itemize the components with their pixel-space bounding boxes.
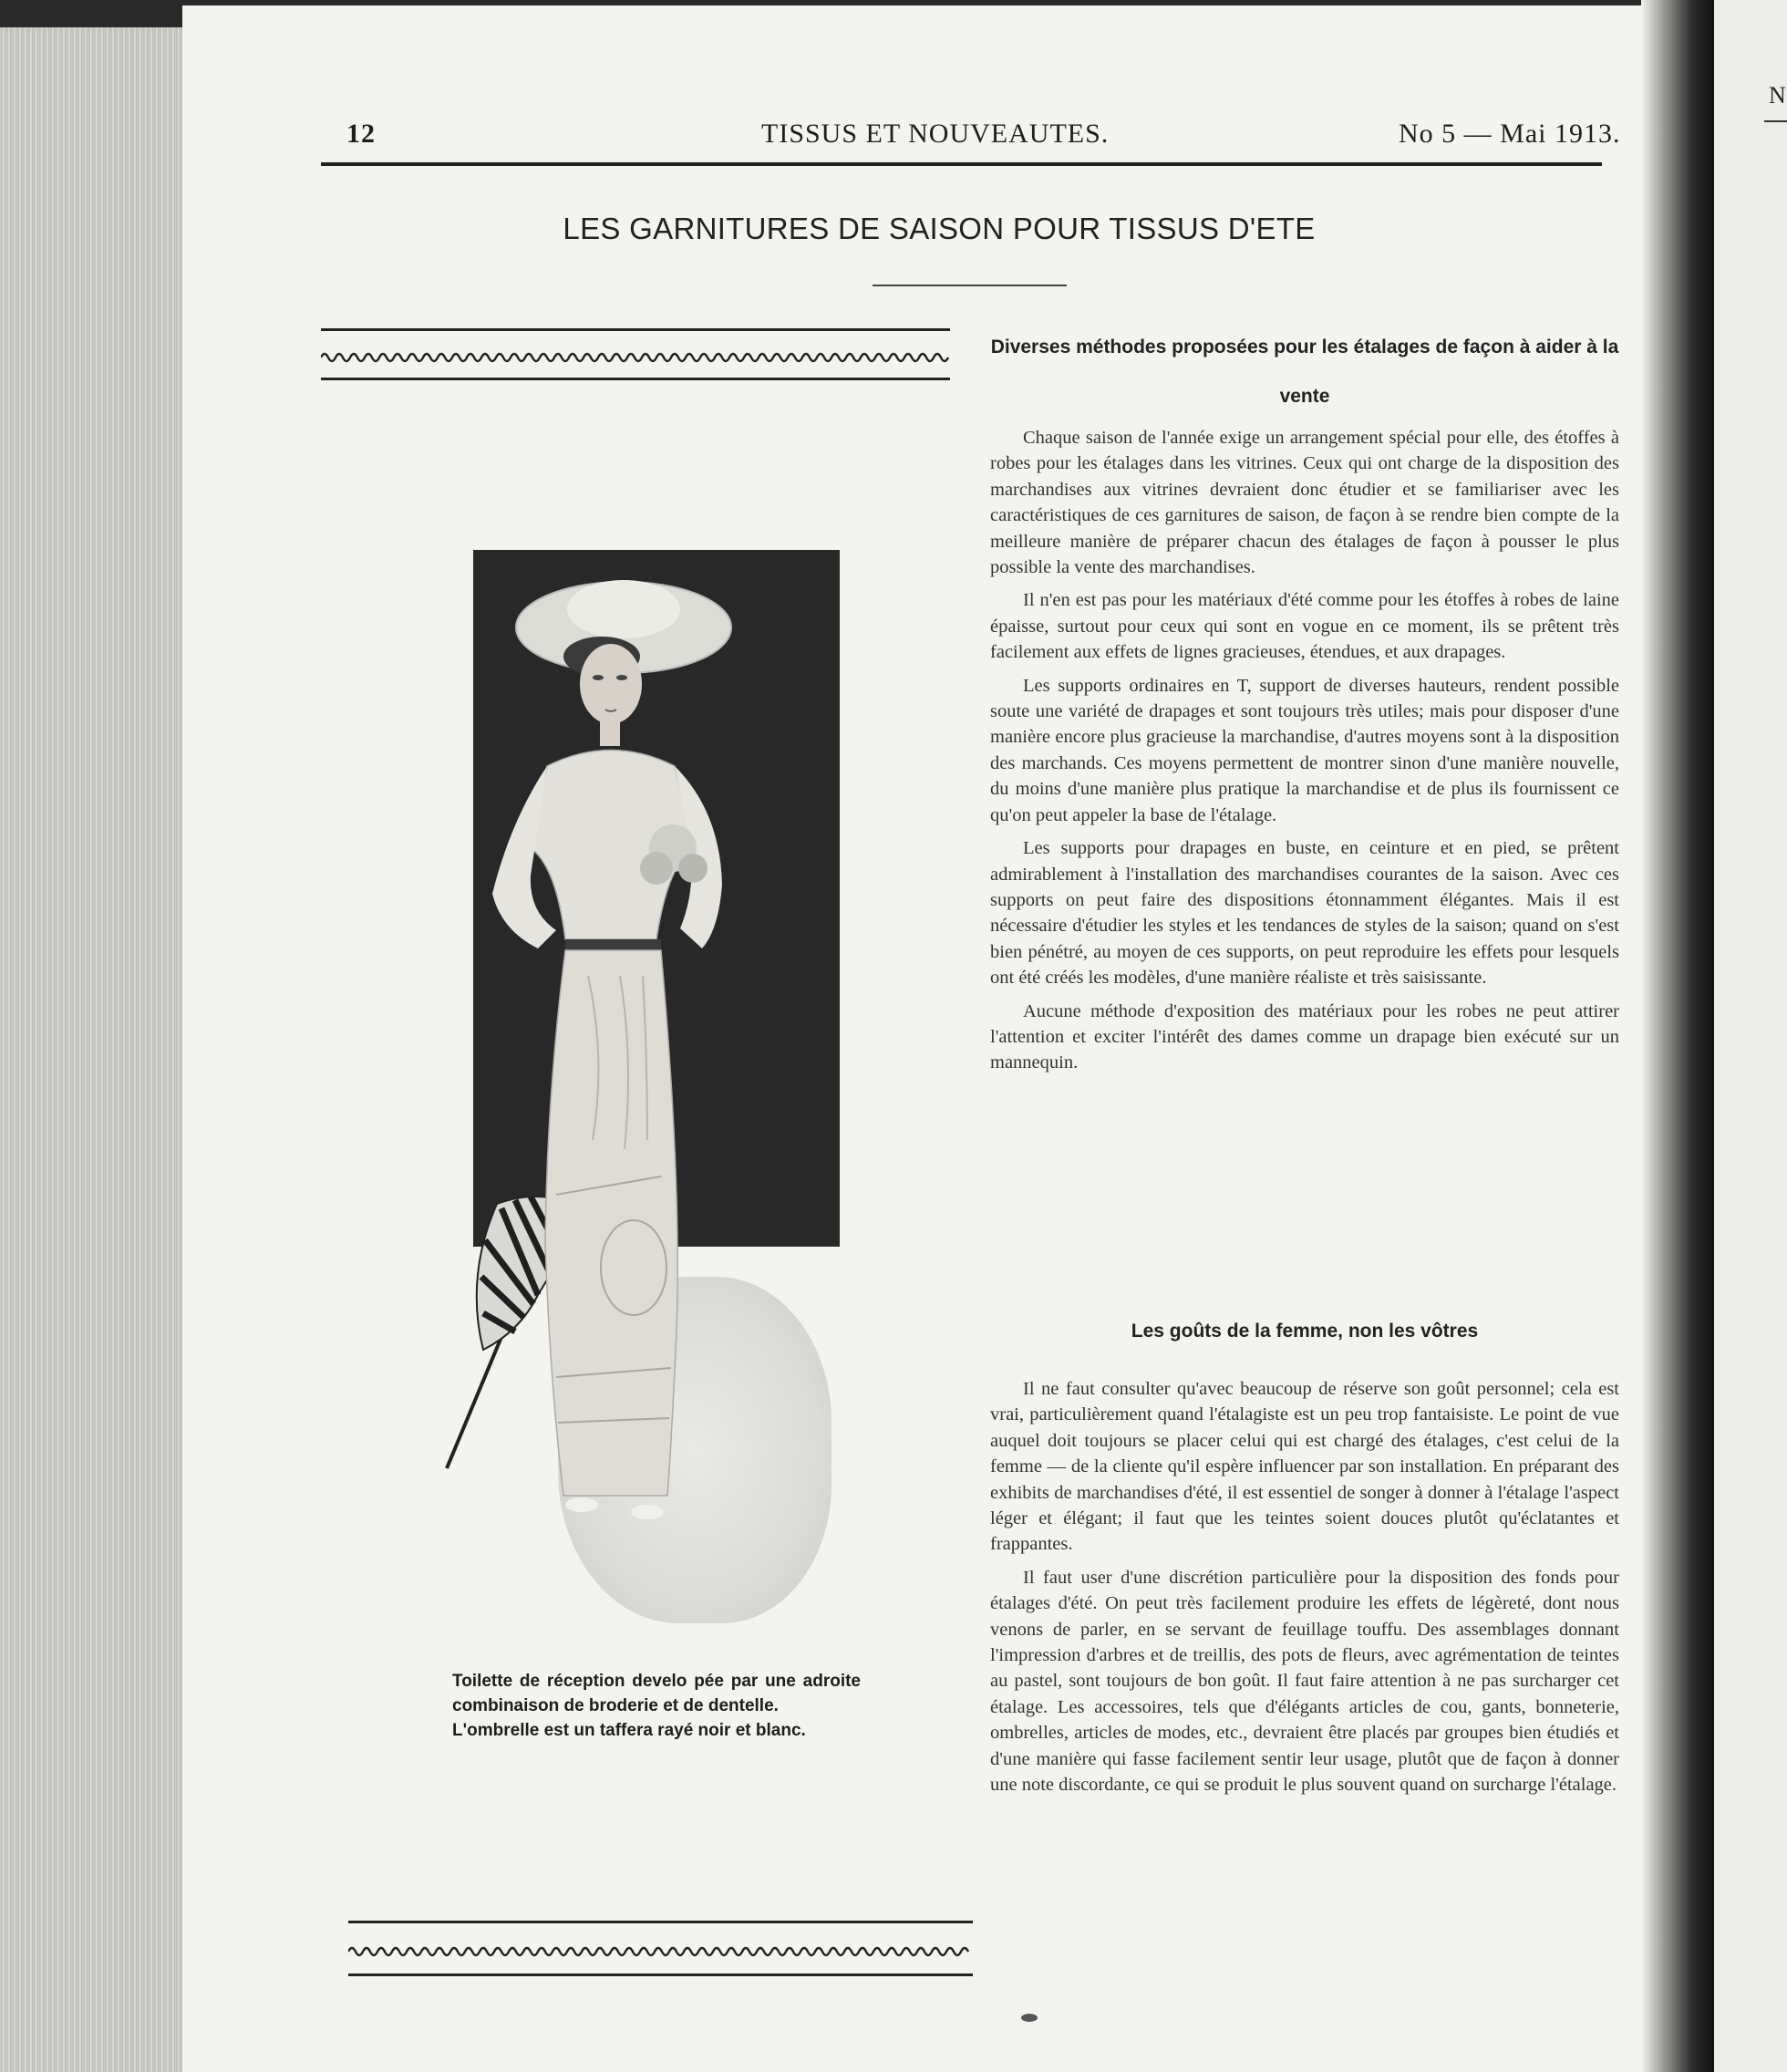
issue-date: No 5 — Mai 1913. [1399, 119, 1621, 149]
title-rule [873, 285, 1067, 286]
next-page-edge [1714, 0, 1787, 2072]
caption-line: L'ombrelle est un taffera rayé noir et blanc. [452, 1721, 806, 1740]
paragraph: Chaque saison de l'année exige un arrangement spécial pour elle, des étoffes à robes pour les étalages dans les vitrines. Ceux qui ont charge de la disposition des marchandises aux vitrines devraient donc étudier et se familiariser avec les caractéristiques de ces garnitures de saison, de façon à se rendre bien compte de la meilleure manière de préparer chacun des étalages de façon à pousser le plus possible la vente des marchandises. [990, 428, 1619, 578]
paragraph: Il n'en est pas pour les matériaux d'été comme pour les étoffes à robes de laine épaisse, surtout pour ceux qui sont en vogue en ce moment, ils se prêtent très facilement aux effets de lignes gracieuses, étendues, et aux drapages. [990, 590, 1619, 663]
next-page-header-fragment: N [1769, 82, 1786, 109]
wavy-line [348, 1942, 973, 1961]
paragraph: Aucune méthode d'exposition des matériaux pour les robes ne peut attirer l'attention et exciter l'intérêt des dames comme un drapage bien exécuté sur un mannequin. [990, 1000, 1619, 1073]
woman-in-gown-photo [429, 547, 857, 1605]
journal-title: TISSUS ET NOUVEAUTES. [761, 119, 1110, 149]
header-rule [321, 162, 1602, 166]
section-body [990, 1376, 1619, 1806]
book-gutter [1641, 0, 1714, 2072]
caption-line: Toilette de réception develo pée par une adroite combinaison de broderie et de dentelle. [452, 1672, 861, 1715]
paragraph: Les supports ordinaires en T, support de diverses hauteurs, rendent possible soute une variété de drapages et sont toujours très utiles; mais pour disposer d'une manière encore plus gracieuse la marchandise, d'autres moyens sont à la disposition des marchands. Ces moyens permettent de montrer sinon d'une manière nouvelle, du moins d'une manière plus pratique la marchandise et de plus ils fournissent ce qu'on peut appeler la base de l'étalage. [990, 675, 1619, 825]
wavy-line [321, 348, 950, 367]
article-subtitle: Diverses méthodes proposées pour les étalages de façon à aider à la vente [990, 337, 1619, 407]
section-heading: Les goûts de la femme, non les vôtres [1131, 1321, 1479, 1342]
next-page-rule [1764, 120, 1787, 122]
article-title: LES GARNITURES DE SAISON POUR TISSUS D'ETE [563, 212, 1316, 245]
page-stack-edges [0, 27, 182, 2072]
paragraph: Il ne faut consulter qu'avec beaucoup de réserve son goût personnel; cela est vrai, particulièrement quand l'étalagiste est un peu trop fantaisiste. Le point de vue auquel doit toujours se placer celui qui est chargé des étalages, c'est celui de la femme — de la cliente qu'il espère influencer par son installation. En préparant des exhibits de marchandises d'été, il est essentiel de songer à donner à l'étalage l'aspect léger et élégant; il faut que les teintes soient douces plutôt qu'éclatantes et frappantes. [990, 1379, 1619, 1555]
ink-smudge [1021, 2014, 1038, 2022]
figure-caption [452, 1669, 861, 1743]
ornamental-rule-bottom [348, 1921, 973, 1979]
page-number: 12 [346, 119, 376, 149]
ornamental-rule-top [321, 328, 950, 383]
article-body [990, 425, 1619, 1083]
paragraph: Il faut user d'une discrétion particulière pour la disposition des fonds pour étalages d'été. On peut très facilement produire les effets de légèreté, dont nous venons de parler, en se servant de feuillage touffu. Des assemblages donnant l'impression d'arbres et de treillis, des pots de fleurs, avec agrémentation de teintes au pastel, sont toujours de bon goût. Il faut faire attention à ne pas surcharger cet étalage. Les accessoires, tels que d'élégants articles de cou, gants, bonneterie, ombrelles, articles de modes, etc., devraient être placés par groupes bien étudiés et d'une manière qui fasse facilement sentir leur usage, plutôt que de façon à donner une note discordante, ce qui se produit le plus souvent quand on surcharge l'étalage. [990, 1567, 1619, 1796]
paragraph: Les supports pour drapages en buste, en ceinture et en pied, se prêtent admirablement à l'installation des marchandises courantes de la saison. Avec ces supports on peut faire des dispositions étonnamment élégantes. Mais il est nécessaire d'étudier les styles et les tendances de styles de la saison; quand on s'est bien pénétré, au moyen de ces supports, on peut reproduire les effets pour lesquels ont été créés les modèles, d'une manière réaliste et très saisissante. [990, 838, 1619, 989]
